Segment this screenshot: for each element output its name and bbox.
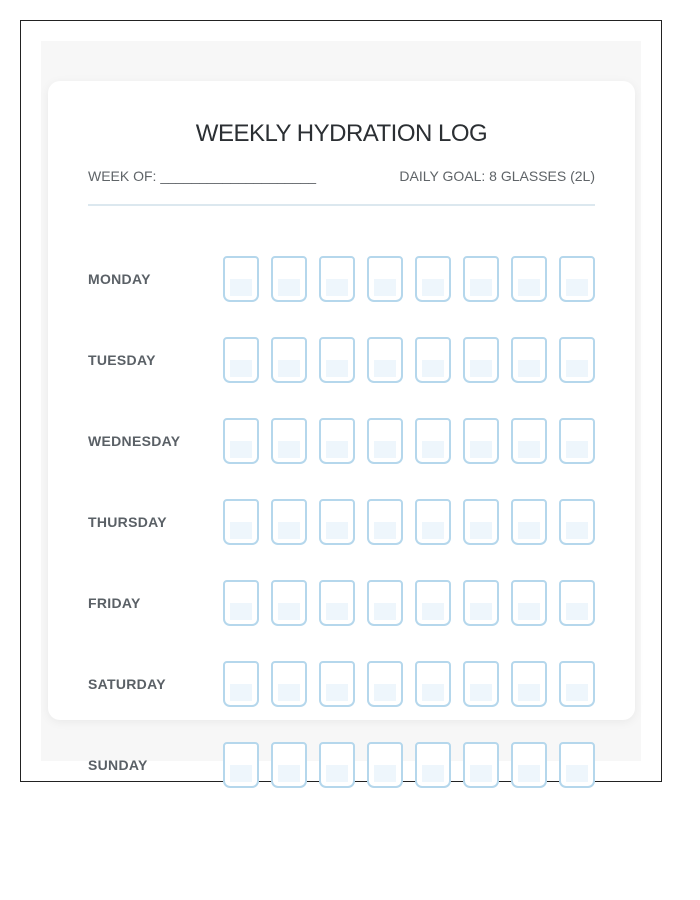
water-glass-icon[interactable] bbox=[319, 418, 355, 464]
water-glass-icon[interactable] bbox=[271, 418, 307, 464]
water-glass-icon[interactable] bbox=[367, 418, 403, 464]
day-label: THURSDAY bbox=[88, 514, 167, 530]
water-glass-icon[interactable] bbox=[367, 661, 403, 707]
water-glass-icon[interactable] bbox=[463, 418, 499, 464]
glass-water-fill bbox=[566, 279, 588, 296]
glass-water-fill bbox=[374, 603, 396, 620]
day-row-friday bbox=[88, 580, 598, 626]
water-glass-icon[interactable] bbox=[415, 418, 451, 464]
glass-water-fill bbox=[326, 279, 348, 296]
water-glass-icon[interactable] bbox=[271, 337, 307, 383]
glass-water-fill bbox=[374, 522, 396, 539]
water-glass-icon[interactable] bbox=[271, 661, 307, 707]
glass-water-fill bbox=[278, 684, 300, 701]
page-title: WEEKLY HYDRATION LOG bbox=[195, 120, 488, 147]
water-glass-icon[interactable] bbox=[511, 742, 547, 788]
glass-water-fill bbox=[374, 279, 396, 296]
day-row-thursday bbox=[88, 499, 598, 545]
water-glass-icon[interactable] bbox=[319, 742, 355, 788]
water-glass-icon[interactable] bbox=[415, 256, 451, 302]
glass-water-fill bbox=[422, 279, 444, 296]
glass-water-fill bbox=[566, 522, 588, 539]
day-label: WEDNESDAY bbox=[88, 433, 181, 449]
water-glass-icon[interactable] bbox=[367, 742, 403, 788]
water-glass-icon[interactable] bbox=[319, 580, 355, 626]
glass-water-fill bbox=[518, 441, 540, 458]
water-glass-icon[interactable] bbox=[559, 337, 595, 383]
glass-water-fill bbox=[470, 684, 492, 701]
glass-water-fill bbox=[374, 684, 396, 701]
glass-water-fill bbox=[422, 360, 444, 377]
water-glass-icon[interactable] bbox=[463, 580, 499, 626]
glass-water-fill bbox=[566, 684, 588, 701]
glass-water-fill bbox=[278, 522, 300, 539]
glass-water-fill bbox=[566, 765, 588, 782]
water-glass-icon[interactable] bbox=[463, 742, 499, 788]
glass-water-fill bbox=[326, 360, 348, 377]
water-glass-icon[interactable] bbox=[415, 580, 451, 626]
water-glass-icon[interactable] bbox=[511, 256, 547, 302]
glass-water-fill bbox=[374, 765, 396, 782]
water-glass-icon[interactable] bbox=[463, 256, 499, 302]
water-glass-icon[interactable] bbox=[223, 418, 259, 464]
glass-water-fill bbox=[470, 603, 492, 620]
week-of-field[interactable]: WEEK OF: ____________________ bbox=[88, 168, 317, 184]
glass-water-fill bbox=[518, 279, 540, 296]
water-glass-icon[interactable] bbox=[559, 499, 595, 545]
water-glass-icon[interactable] bbox=[415, 499, 451, 545]
glass-water-fill bbox=[326, 603, 348, 620]
glass-water-fill bbox=[230, 684, 252, 701]
water-glass-icon[interactable] bbox=[223, 580, 259, 626]
glass-water-fill bbox=[470, 765, 492, 782]
water-glass-icon[interactable] bbox=[223, 661, 259, 707]
glass-water-fill bbox=[566, 603, 588, 620]
glass-water-fill bbox=[278, 603, 300, 620]
glass-water-fill bbox=[566, 360, 588, 377]
water-glass-icon[interactable] bbox=[559, 418, 595, 464]
water-glass-icon[interactable] bbox=[559, 256, 595, 302]
water-glass-icon[interactable] bbox=[511, 661, 547, 707]
water-glass-icon[interactable] bbox=[415, 337, 451, 383]
glass-water-fill bbox=[518, 603, 540, 620]
day-row-saturday bbox=[88, 661, 598, 707]
water-glass-icon[interactable] bbox=[463, 661, 499, 707]
day-row-monday bbox=[88, 256, 598, 302]
glass-water-fill bbox=[278, 360, 300, 377]
water-glass-icon[interactable] bbox=[271, 742, 307, 788]
day-label: SUNDAY bbox=[88, 757, 148, 773]
glass-water-fill bbox=[422, 684, 444, 701]
water-glass-icon[interactable] bbox=[367, 337, 403, 383]
glass-water-fill bbox=[422, 441, 444, 458]
glass-water-fill bbox=[470, 441, 492, 458]
glass-water-fill bbox=[326, 441, 348, 458]
water-glass-icon[interactable] bbox=[223, 256, 259, 302]
day-label: FRIDAY bbox=[88, 595, 141, 611]
water-glass-icon[interactable] bbox=[319, 337, 355, 383]
water-glass-icon[interactable] bbox=[319, 661, 355, 707]
water-glass-icon[interactable] bbox=[559, 742, 595, 788]
water-glass-icon[interactable] bbox=[271, 580, 307, 626]
daily-goal-label: DAILY GOAL: 8 GLASSES (2L) bbox=[399, 168, 595, 184]
day-row-tuesday bbox=[88, 337, 598, 383]
water-glass-icon[interactable] bbox=[271, 256, 307, 302]
glass-water-fill bbox=[518, 522, 540, 539]
header-divider bbox=[88, 204, 595, 206]
glass-water-fill bbox=[518, 360, 540, 377]
water-glass-icon[interactable] bbox=[415, 742, 451, 788]
day-row-wednesday bbox=[88, 418, 598, 464]
glass-water-fill bbox=[230, 279, 252, 296]
water-glass-icon[interactable] bbox=[463, 337, 499, 383]
water-glass-icon[interactable] bbox=[223, 742, 259, 788]
water-glass-icon[interactable] bbox=[367, 256, 403, 302]
day-label: SATURDAY bbox=[88, 676, 166, 692]
glass-water-fill bbox=[422, 522, 444, 539]
glass-water-fill bbox=[422, 765, 444, 782]
glass-water-fill bbox=[470, 279, 492, 296]
glass-water-fill bbox=[518, 684, 540, 701]
water-glass-icon[interactable] bbox=[367, 499, 403, 545]
day-label: TUESDAY bbox=[88, 352, 156, 368]
glass-water-fill bbox=[518, 765, 540, 782]
water-glass-icon[interactable] bbox=[559, 580, 595, 626]
glass-water-fill bbox=[374, 441, 396, 458]
glass-water-fill bbox=[422, 603, 444, 620]
glass-water-fill bbox=[470, 522, 492, 539]
water-glass-icon[interactable] bbox=[511, 337, 547, 383]
glass-water-fill bbox=[566, 441, 588, 458]
glass-water-fill bbox=[278, 279, 300, 296]
glass-water-fill bbox=[326, 522, 348, 539]
glass-water-fill bbox=[278, 765, 300, 782]
glass-water-fill bbox=[374, 360, 396, 377]
glass-water-fill bbox=[230, 765, 252, 782]
day-row-sunday bbox=[88, 742, 598, 788]
water-glass-icon[interactable] bbox=[463, 499, 499, 545]
glass-water-fill bbox=[278, 441, 300, 458]
glass-water-fill bbox=[326, 684, 348, 701]
water-glass-icon[interactable] bbox=[223, 499, 259, 545]
water-glass-icon[interactable] bbox=[223, 337, 259, 383]
water-glass-icon[interactable] bbox=[271, 499, 307, 545]
water-glass-icon[interactable] bbox=[319, 499, 355, 545]
water-glass-icon[interactable] bbox=[511, 418, 547, 464]
glass-water-fill bbox=[470, 360, 492, 377]
water-glass-icon[interactable] bbox=[415, 661, 451, 707]
day-label: MONDAY bbox=[88, 271, 151, 287]
water-glass-icon[interactable] bbox=[559, 661, 595, 707]
glass-water-fill bbox=[326, 765, 348, 782]
glass-water-fill bbox=[230, 360, 252, 377]
water-glass-icon[interactable] bbox=[319, 256, 355, 302]
glass-water-fill bbox=[230, 603, 252, 620]
water-glass-icon[interactable] bbox=[511, 499, 547, 545]
water-glass-icon[interactable] bbox=[511, 580, 547, 626]
water-glass-icon[interactable] bbox=[367, 580, 403, 626]
glass-water-fill bbox=[230, 441, 252, 458]
glass-water-fill bbox=[230, 522, 252, 539]
